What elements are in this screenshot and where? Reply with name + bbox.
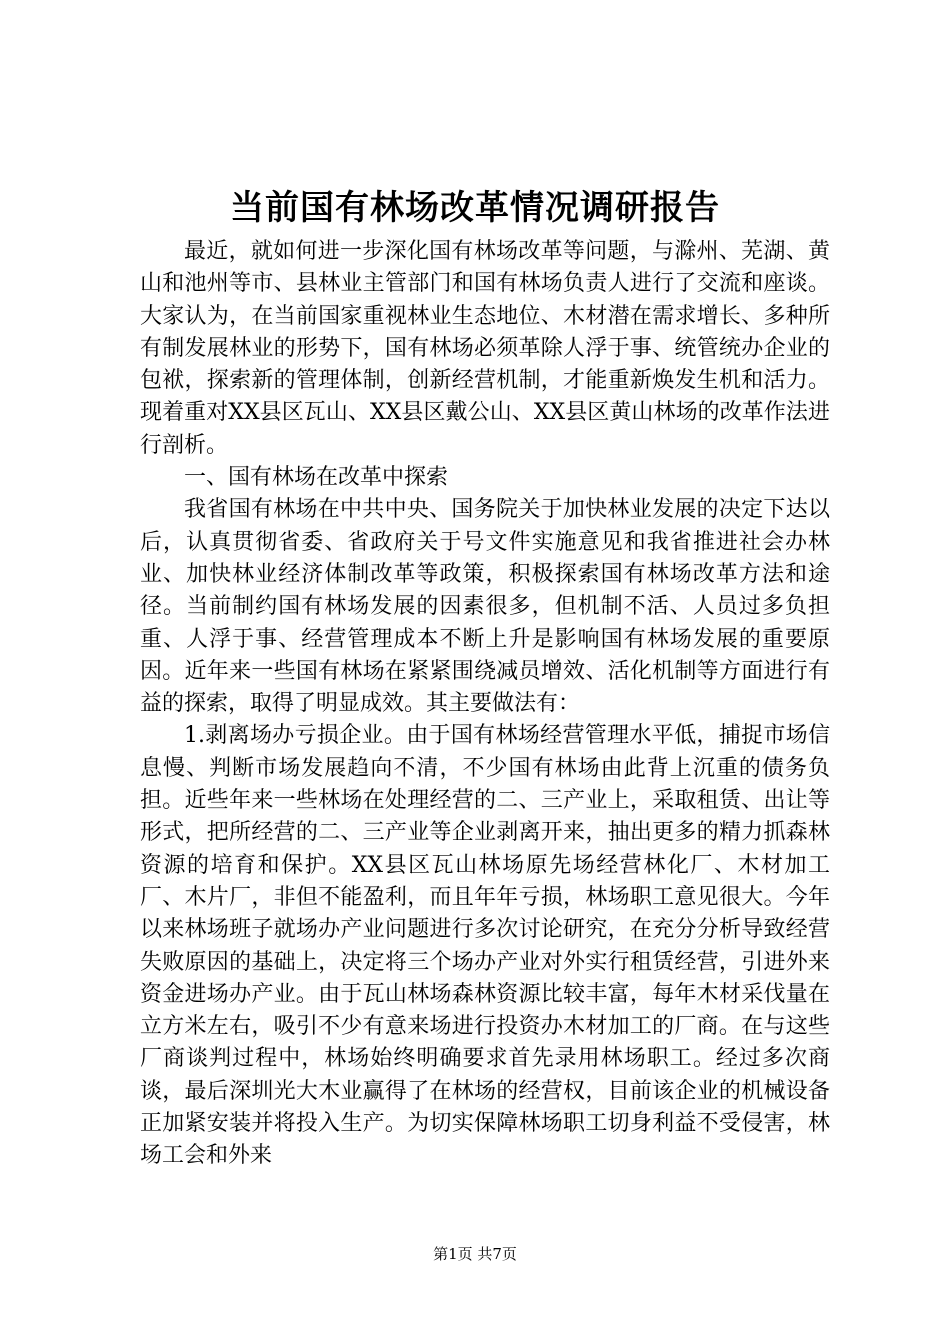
section-heading-1: 一、国有林场在改革中探索 xyxy=(184,465,449,491)
page-number-footer: 第1页 共7页 xyxy=(433,1245,517,1263)
paragraph-section-1: 我省国有林场在中共中央、国务院关于加快林业发展的决定下达以后，认真贯彻省委、省政府关于号文件实施意见和我省推进社会办林业、加快林业经济体制改革等政策，积极探索国有林场改革方法和途径。当前制约国有林场发展的因素很多，但机制不活、人员过多负担重、人浮于事、经营管理成本不断上升是影响国有林场发展的重要原因。近年来一些国有林场在紧紧围绕减员增效、活化机制等方面进行有益的探索，取得了明显成效。其主要做法有： xyxy=(140,497,830,717)
document-body xyxy=(140,236,830,1173)
paragraph-intro: 最近，就如何进一步深化国有林场改革等问题，与滁州、芜湖、黄山和池州等市、县林业主管部门和国有林场负责人进行了交流和座谈。大家认为，在当前国家重视林业生态地位、木材潜在需求增长、多种所有制发展林业的形势下，国有林场必须革除人浮于事、统管统办企业的包袱，探索新的管理体制，创新经营机制，才能重新焕发生机和活力。现着重对XX县区瓦山、XX县区戴公山、XX县区黄山林场的改革作法进行剖析。 xyxy=(140,239,830,458)
paragraph-item-1: 1.剥离场办亏损企业。由于国有林场经营管理水平低，捕捉市场信息慢、判断市场发展趋向不清，不少国有林场由此背上沉重的债务负担。近些年来一些林场在处理经营的二、三产业上，采取租赁、出让等形式，把所经营的二、三产业等企业剥离开来，抽出更多的精力抓森林资源的培育和保护。XX县区瓦山林场原先场经营林化厂、木材加工厂、木片厂，非但不能盈利，而且年年亏损，林场职工意见很大。今年以来林场班子就场办产业问题进行多次讨论研究，在充分分析导致经营失败原因的基础上，决定将三个场办产业对外实行租赁经营，引进外来资金进场办产业。由于瓦山林场森林资源比较丰富，每年木材采伐量在立方米左右，吸引不少有意来场进行投资办木材加工的厂商。在与这些厂商谈判过程中，林场始终明确要求首先录用林场职工。经过多次商谈，最后深圳光大木业赢得了在林场的经营权，目前该企业的机械设备正加紧安装并将投入生产。为切实保障林场职工切身利益不受侵害，林场工会和外来 xyxy=(140,723,830,1169)
document-title: 当前国有林场改革情况调研报告 xyxy=(230,188,720,228)
